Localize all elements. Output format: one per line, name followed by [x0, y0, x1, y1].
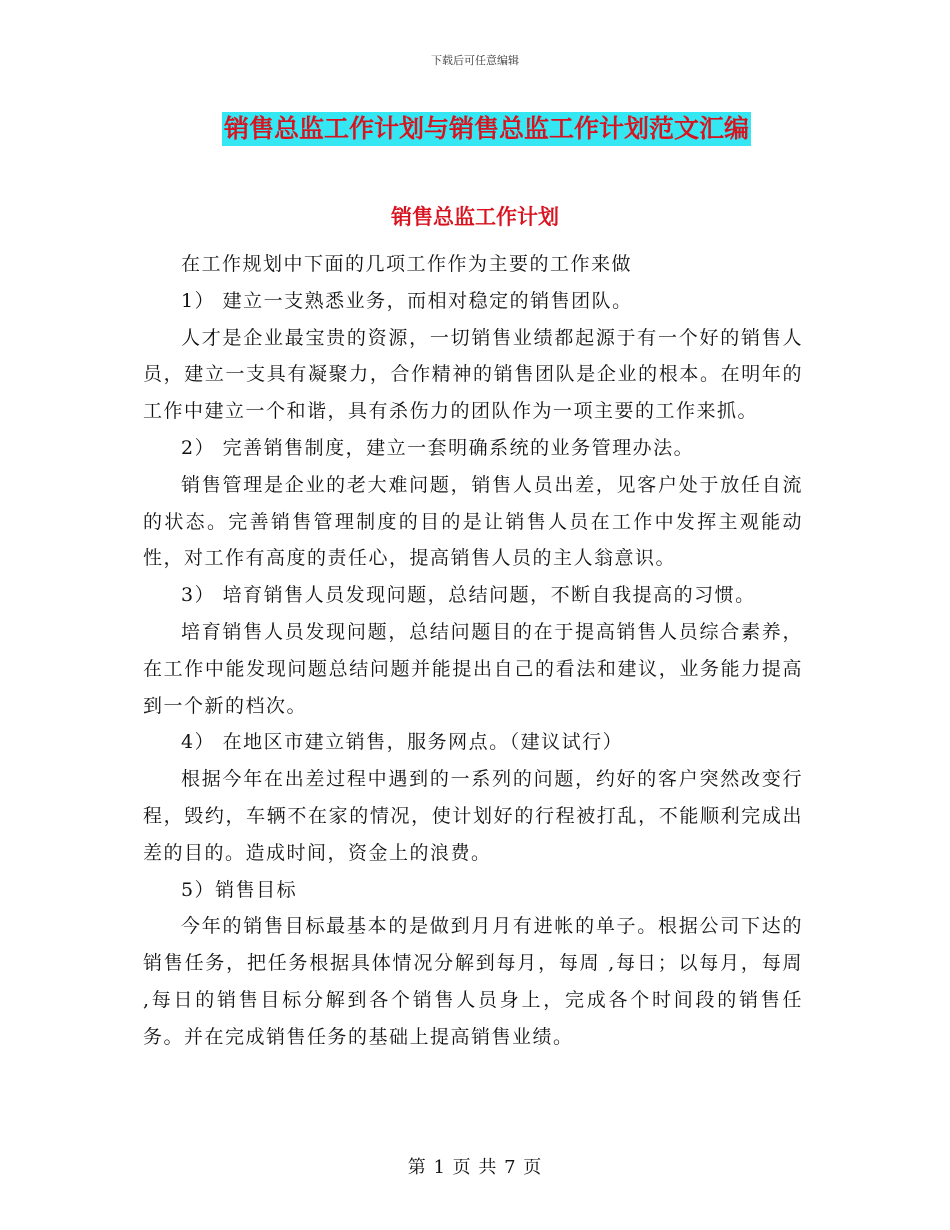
- paragraph: 人才是企业最宝贵的资源，一切销售业绩都起源于有一个好的销售人员，建立一支具有凝聚力，合作精神的销售团队是企业的根本。在明年的工作中建立一个和谐，具有杀伤力的团队作为一项主要的工作来抓。: [143, 326, 803, 423]
- paragraph: 5）销售目标: [181, 878, 298, 901]
- paragraph: 培育销售人员发现问题，总结问题目的在于提高销售人员综合素养，在工作中能发现问题总结问题并能提出自己的看法和建议，业务能力提高到一个新的档次。: [143, 620, 803, 717]
- paragraph: 4） 在地区市建立销售，服务网点。（建议试行）: [181, 731, 624, 754]
- paragraph: 销售管理是企业的老大难问题，销售人员出差，见客户处于放任自流的状态。完善销售管理制度的目的是让销售人员在工作中发挥主观能动性，对工作有高度的责任心，提高销售人员的主人翁意识。: [143, 473, 803, 570]
- document-title: 销售总监工作计划与销售总监工作计划范文汇编: [222, 112, 751, 146]
- section-title: 销售总监工作计划: [391, 204, 559, 229]
- paragraph: 3） 培育销售人员发现问题，总结问题，不断自我提高的习惯。: [181, 584, 756, 607]
- paragraph: 在工作规划中下面的几项工作作为主要的工作来做: [181, 253, 633, 275]
- page-footer: 第 1 页 共 7 页: [407, 1157, 543, 1178]
- paragraph: 根据今年在出差过程中遇到的一系列的问题，约好的客户突然改变行程，毁约，车辆不在家的情况，使计划好的行程被打乱，不能顺利完成出差的目的。造成时间，资金上的浪费。: [143, 768, 803, 864]
- page-header: 下载后可任意编辑: [431, 54, 519, 67]
- document-body: [143, 246, 803, 1056]
- paragraph: 1） 建立一支熟悉业务，而相对稳定的销售团队。: [181, 289, 633, 312]
- paragraph: 今年的销售目标最基本的是做到月月有进帐的单子。根据公司下达的销售任务，把任务根据具体情况分解到每月，每周 ,每日；以每月，每周 ,每日的销售目标分解到各个销售人员身上，完成各个时间段的销售任务。并在完成销售任务的基础上提高销售业绩。: [143, 915, 803, 1048]
- paragraph: 2） 完善销售制度，建立一套明确系统的业务管理办法。: [181, 436, 695, 459]
